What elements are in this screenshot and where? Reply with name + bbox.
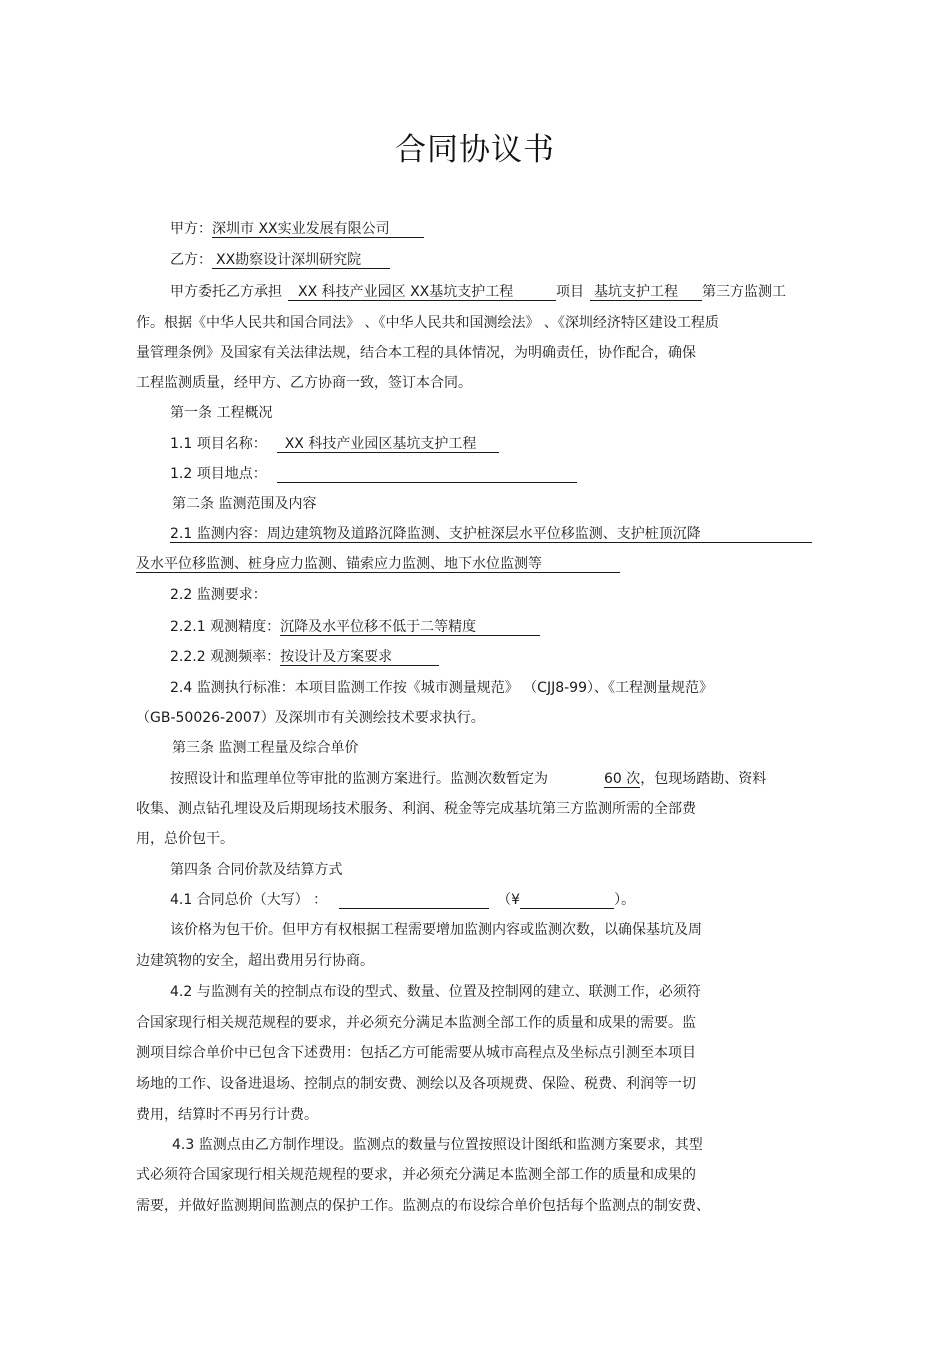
party-a-value: 深圳市 XX实业发展有限公司 (212, 219, 424, 238)
item-2-1-line-1 (170, 524, 812, 544)
item-2-4-line-1: 2.4 监测执行标准：本项目监测工作按《城市测量规范》 （CJJ8-99）、《工程测量规范》 (170, 680, 713, 696)
monitoring-count: 60 次 (604, 771, 641, 787)
item-1-1 (170, 434, 499, 454)
item-4-1-para-1: 该价格为包干价。但甲方有权根据工程需要增加监测内容或监测次数，以确保基坑及周 (170, 922, 702, 938)
precision-value: 沉降及水平位移不低于二等精度 (280, 617, 540, 636)
intro-line-1 (170, 282, 786, 302)
yen-open: （¥ (497, 892, 521, 908)
item-1-2 (170, 464, 577, 484)
intro-line-2: 作。根据《中华人民共和国合同法》 、《中华人民共和国测绘法》 、《深圳经济特区建设工程质 (136, 315, 719, 331)
intro-text-2: 项目 (556, 284, 584, 300)
item-4-2-line-2: 合国家现行相关规范规程的要求，并必须充分满足本监测全部工作的质量和成果的需要。监 (136, 1015, 696, 1031)
project-name-value: XX 科技产业园区基坑支护工程 (277, 434, 499, 453)
intro-item-name: 基坑支护工程 (590, 282, 702, 301)
intro-text-1: 甲方委托乙方承担 (170, 284, 282, 300)
total-price-amount-blank (520, 890, 614, 909)
item-1-2-label: 1.2 项目地点： (170, 466, 267, 482)
monitoring-content-b: 及水平位移监测、桩身应力监测、锚索应力监测、地下水位监测等 (136, 554, 620, 573)
article-3-line-2: 收集、测点钻孔埋设及后期现场技术服务、利润、税金等完成基坑第三方监测所需的全部费 (136, 801, 696, 817)
item-4-1 (170, 890, 635, 910)
document-title: 合同协议书 (395, 132, 555, 168)
monitoring-content-a: 2.1 监测内容：周边建筑物及道路沉降监测、支护桩深层水平位移监测、支护桩顶沉降 (170, 524, 812, 543)
intro-line-3: 量管理条例》及国家有关法律法规，结合本工程的具体情况，为明确责任，协作配合，确保 (136, 345, 696, 361)
item-2-2-2 (170, 647, 439, 667)
article-3-line-3: 用，总价包干。 (136, 831, 234, 847)
item-1-1-label: 1.1 项目名称： (170, 436, 267, 452)
yen-close: ）。 (614, 892, 636, 908)
party-a-line (170, 219, 424, 239)
item-2-2-1-label: 2.2.1 观测精度： (170, 619, 281, 635)
item-4-1-para-2: 边建筑物的安全，超出费用另行协商。 (136, 953, 374, 969)
article-1-heading: 第一条 工程概况 (170, 405, 273, 421)
item-4-2-line-3: 测项目综合单价中已包含下述费用：包括乙方可能需要从城市高程点及坐标点引测至本项目 (136, 1045, 696, 1061)
item-2-4-line-2: （GB-50026-2007）及深圳市有关测绘技术要求执行。 (136, 710, 485, 726)
party-b-label: 乙方： (170, 252, 212, 268)
frequency-value: 按设计及方案要求 (280, 647, 439, 666)
item-4-2-line-4: 场地的工作、设备进退场、控制点的制安费、测绘以及各项规费、保险、税费、利润等一切 (136, 1076, 696, 1092)
item-4-3-line-3: 需要，并做好监测期间监测点的保护工作。监测点的布设综合单价包括每个监测点的制安费、 (136, 1198, 710, 1214)
intro-project-name: XX 科技产业园区 XX基坑支护工程 (288, 282, 556, 301)
intro-line-4: 工程监测质量，经甲方、乙方协商一致，签订本合同。 (136, 375, 472, 391)
project-location-value (277, 464, 577, 483)
item-2-2-1 (170, 617, 540, 637)
item-4-2-line-1: 4.2 与监测有关的控制点布设的型式、数量、位置及控制网的建立、联测工作，必须符 (170, 984, 701, 1000)
item-2-2: 2.2 监测要求： (170, 587, 267, 603)
article-3-line-1 (170, 769, 766, 789)
article-3-heading: 第三条 监测工程量及综合单价 (172, 740, 359, 756)
article-2-heading: 第二条 监测范围及内容 (172, 496, 317, 512)
item-4-2-line-5: 费用，结算时不再另行计费。 (136, 1107, 318, 1123)
article-3-text-a: 按照设计和监理单位等审批的监测方案进行。监测次数暂定为 (170, 771, 548, 787)
party-b-line (170, 250, 390, 270)
item-4-3-line-1: 4.3 监测点由乙方制作埋设。监测点的数量与位置按照设计图纸和监测方案要求，其型 (172, 1137, 703, 1153)
party-a-label: 甲方： (170, 221, 212, 237)
article-4-heading: 第四条 合同价款及结算方式 (170, 862, 343, 878)
item-2-2-2-label: 2.2.2 观测频率： (170, 649, 281, 665)
party-b-value: XX勘察设计深圳研究院 (212, 250, 390, 269)
item-4-3-line-2: 式必须符合国家现行相关规范规程的要求，并必须充分满足本监测全部工作的质量和成果的 (136, 1167, 696, 1183)
item-2-1-line-2 (136, 554, 620, 574)
item-4-1-label: 4.1 合同总价（大写） ： (170, 892, 328, 908)
intro-text-3: 第三方监测工 (702, 284, 786, 300)
article-3-text-b: ，包现场踏勘、资料 (640, 771, 767, 787)
total-price-words-blank (339, 890, 489, 909)
